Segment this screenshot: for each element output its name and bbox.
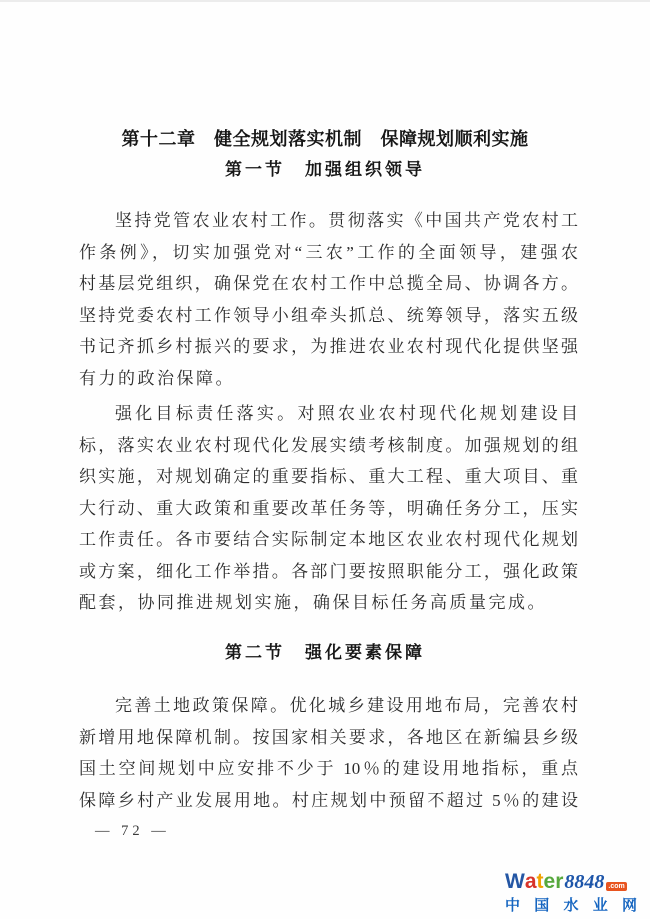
body-line: 织实施，对规划确定的重要指标、重大工程、重大项目、重 bbox=[79, 467, 578, 486]
site-name-char: 业 bbox=[592, 897, 608, 914]
brand-letter: W bbox=[505, 870, 525, 893]
body-line: 或方案，细化工作举措。各部门要按照职能分工，强化政策 bbox=[79, 561, 578, 581]
brand-wordmark bbox=[505, 869, 645, 893]
body-line: 有力的政治保障。 bbox=[79, 368, 235, 388]
brand-letter: r bbox=[555, 870, 564, 893]
brand-number: 8848 bbox=[564, 871, 605, 893]
page-number: — 72 — bbox=[95, 823, 170, 839]
body-line: 工作责任。各市要结合实际制定本地区农业农村现代化规划 bbox=[79, 530, 578, 549]
paragraph-3 bbox=[79, 690, 578, 816]
body-line: 强化目标责任落实。对照农业农村现代化规划建设目 bbox=[115, 404, 578, 423]
body-line: 作条例》，切实加强党对“三农”工作的全面领导，建强农 bbox=[79, 242, 578, 262]
body-line: 国土空间规划中应安排不少于 10％的建设用地指标，重点 bbox=[79, 759, 578, 778]
site-name bbox=[505, 894, 637, 915]
section-title-1: 第一节 加强组织领导 bbox=[225, 160, 425, 179]
site-name-char: 网 bbox=[621, 897, 637, 914]
body-line: 完善土地政策保障。优化城乡建设用地布局，完善农村 bbox=[115, 696, 578, 715]
paragraph-2 bbox=[79, 398, 578, 619]
site-name-char: 国 bbox=[534, 897, 550, 914]
body-line: 保障乡村产业发展用地。村庄规划中预留不超过 5％的建设 bbox=[79, 790, 578, 810]
body-line: 坚持党委农村工作领导小组牵头抓总、统筹领导，落实五级 bbox=[79, 305, 578, 325]
brand-letter: a bbox=[524, 870, 537, 893]
chapter-title: 第十二章 健全规划落实机制 保障规划顺利实施 bbox=[121, 129, 529, 149]
body-line: 坚持党管农业农村工作。贯彻落实《中国共产党农村工 bbox=[115, 211, 578, 230]
section-title-2: 第二节 强化要素保障 bbox=[225, 643, 425, 662]
com-badge: .com bbox=[608, 883, 625, 890]
brand-letter: e bbox=[543, 870, 556, 893]
body-line: 标，落实农业农村现代化发展实绩考核制度。加强规划的组 bbox=[79, 435, 578, 455]
body-line: 配套，协同推进规划实施，确保目标任务高质量完成。 bbox=[79, 593, 547, 612]
paragraph-1 bbox=[79, 205, 578, 394]
body-line: 大行动、重大政策和重要改革任务等，明确任务分工，压实 bbox=[79, 498, 578, 518]
body-line: 村基层党组织，确保党在农村工作中总揽全局、协调各方。 bbox=[79, 274, 578, 293]
watermark-logo bbox=[505, 869, 645, 915]
body-line: 书记齐抓乡村振兴的要求，为推进农业农村现代化提供坚强 bbox=[79, 337, 578, 356]
site-name-char: 水 bbox=[563, 897, 579, 914]
site-name-char: 中 bbox=[505, 897, 521, 914]
brand-letter: t bbox=[536, 870, 544, 893]
body-line: 新增用地保障机制。按国家相关要求，各地区在新编县乡级 bbox=[79, 727, 578, 747]
